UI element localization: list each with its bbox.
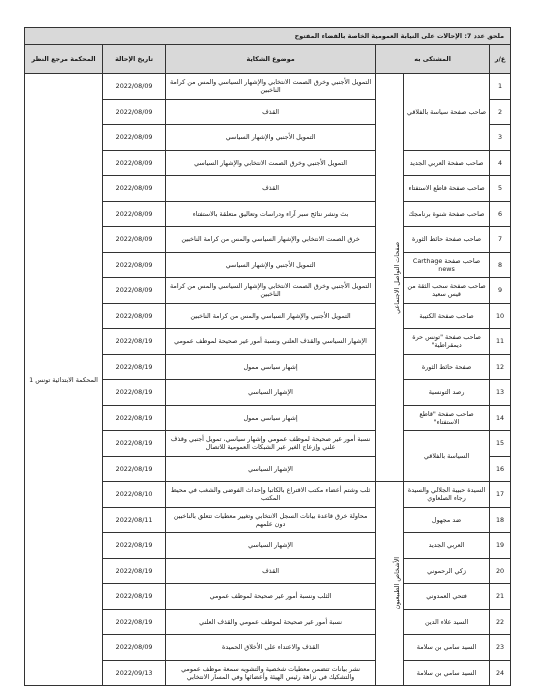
row-num: 18 bbox=[490, 507, 511, 533]
header-court: المحكمة مرجع النظر bbox=[25, 45, 103, 74]
row-date: 2022/08/09 bbox=[103, 150, 166, 176]
row-num: 22 bbox=[490, 609, 511, 635]
row-defendant: السياسة بالفلاقي bbox=[404, 431, 490, 482]
row-subject: الإشهار السياسي والقذف العلني ونسبة أمور غير صحيحة لموظف عمومي bbox=[166, 329, 376, 355]
row-date: 2022/08/09 bbox=[103, 74, 166, 100]
row-num: 14 bbox=[490, 405, 511, 431]
row-date: 2022/08/09 bbox=[103, 201, 166, 227]
row-defendant: السيدة حبيبة الجلالي والسيدة رجاء الصلعاوي bbox=[404, 482, 490, 508]
row-num: 1 bbox=[490, 74, 511, 100]
row-date: 2022/08/19 bbox=[103, 329, 166, 355]
row-num: 21 bbox=[490, 584, 511, 610]
row-defendant: صاحب صفحة "قاطع الاستفتاء" bbox=[404, 405, 490, 431]
row-num: 19 bbox=[490, 533, 511, 559]
row-subject: الإشهار السياسي bbox=[166, 380, 376, 406]
row-date: 2022/08/09 bbox=[103, 278, 166, 304]
table-row bbox=[25, 74, 511, 100]
row-subject: التمويل الأجنبي وخرق الصمت الانتخابي والإشهار السياسي والمس من كرامة الناخبين bbox=[166, 74, 376, 100]
row-subject: القذف bbox=[166, 99, 376, 125]
row-subject: التمويل الأجنبي وخرق الصمت الانتخابي والإشهار السياسي bbox=[166, 150, 376, 176]
row-date: 2022/08/19 bbox=[103, 584, 166, 610]
row-num: 13 bbox=[490, 380, 511, 406]
header-date: تاريخ الإحالة bbox=[103, 45, 166, 74]
header-num: ع/ر bbox=[490, 45, 511, 74]
row-date: 2022/08/19 bbox=[103, 431, 166, 457]
row-num: 10 bbox=[490, 303, 511, 329]
row-date: 2022/08/19 bbox=[103, 354, 166, 380]
row-subject: التمويل الأجنبي والإشهار السياسي bbox=[166, 125, 376, 151]
table-title: ملحق عدد 7: الإحالات على النيابة العمومية الخاصة بالفضاء المفتوح bbox=[25, 28, 511, 45]
row-subject: القذف bbox=[166, 176, 376, 202]
row-num: 16 bbox=[490, 456, 511, 482]
row-num: 4 bbox=[490, 150, 511, 176]
row-date: 2022/08/19 bbox=[103, 533, 166, 559]
row-num: 2 bbox=[490, 99, 511, 125]
row-subject: إشهار سياسي ممول bbox=[166, 354, 376, 380]
row-date: 2022/08/19 bbox=[103, 609, 166, 635]
row-subject: التمويل الأجنبي والإشهار السياسي bbox=[166, 252, 376, 278]
row-defendant: صاحب صفحة سحب الثقة من قيس سعيد bbox=[404, 278, 490, 304]
group-natural-persons bbox=[376, 482, 404, 686]
row-subject: خرق الصمت الانتخابي والإشهار السياسي والمس من كرامة الناخبين bbox=[166, 227, 376, 253]
row-num: 11 bbox=[490, 329, 511, 355]
row-defendant: رصد التونسية bbox=[404, 380, 490, 406]
header-defendant: المشتكى به bbox=[376, 45, 490, 74]
row-defendant: صاحب صفحة الكتيبة bbox=[404, 303, 490, 329]
row-defendant: صاحب صفحة قاطع الاستفتاء bbox=[404, 176, 490, 202]
row-subject: محاولة خرق قاعدة بيانات السجل الانتخابي وتغيير معطيات تتعلق بالناخبين دون علمهم bbox=[166, 507, 376, 533]
row-num: 20 bbox=[490, 558, 511, 584]
row-subject: القذف والاعتداء على الأخلاق الحميدة bbox=[166, 635, 376, 661]
row-date: 2022/09/13 bbox=[103, 660, 166, 686]
row-date: 2022/08/09 bbox=[103, 99, 166, 125]
court-cell: المحكمة الابتدائية تونس 1 bbox=[25, 74, 103, 686]
row-subject: الإشهار السياسي bbox=[166, 533, 376, 559]
row-subject: إشهار سياسي ممول bbox=[166, 405, 376, 431]
row-date: 2022/08/19 bbox=[103, 456, 166, 482]
row-defendant: فتحي العمدوني bbox=[404, 584, 490, 610]
row-num: 12 bbox=[490, 354, 511, 380]
row-num: 24 bbox=[490, 660, 511, 686]
row-defendant: السيد علاء الدين bbox=[404, 609, 490, 635]
row-num: 8 bbox=[490, 252, 511, 278]
row-defendant: ضد مجهول bbox=[404, 507, 490, 533]
row-subject: نشر بيانات تتضمن معطيات شخصية والتشويه سمعة موظف عمومي والتشكيك في نزاهة رئيس الهيئة وأعضائها وفي المسار الانتخابي bbox=[166, 660, 376, 686]
row-date: 2022/08/09 bbox=[103, 303, 166, 329]
row-num: 9 bbox=[490, 278, 511, 304]
row-defendant: صاحب صفحة العربي الجديد bbox=[404, 150, 490, 176]
row-date: 2022/08/09 bbox=[103, 176, 166, 202]
group-social-pages bbox=[376, 74, 404, 482]
row-subject: نسبة أمور غير صحيحة لموظف عمومي وإشهار سياسي، تمويل أجنبي وقذف علني وإزعاج الغير عبر الشبكات العمومية للاتصال bbox=[166, 431, 376, 457]
row-num: 7 bbox=[490, 227, 511, 253]
row-subject: ثلب وشتم أعضاء مكتب الاقتراع بالكاتبا وإحداث الفوضى والشغب في محيط المكتب bbox=[166, 482, 376, 508]
row-date: 2022/08/10 bbox=[103, 482, 166, 508]
row-date: 2022/08/19 bbox=[103, 405, 166, 431]
row-num: 5 bbox=[490, 176, 511, 202]
row-date: 2022/08/19 bbox=[103, 558, 166, 584]
row-num: 23 bbox=[490, 635, 511, 661]
group-label: صفحات التواصل الاجتماعي bbox=[393, 241, 402, 314]
row-subject: القذف bbox=[166, 558, 376, 584]
row-date: 2022/08/09 bbox=[103, 227, 166, 253]
row-subject: التمويل الأجنبي والإشهار السياسي والمس من كرامة الناخبين bbox=[166, 303, 376, 329]
row-date: 2022/08/19 bbox=[103, 380, 166, 406]
row-date: 2022/08/09 bbox=[103, 252, 166, 278]
row-defendant: صاحب صفحة "تونس حرة ديمقراطية" bbox=[404, 329, 490, 355]
row-defendant: صفحة حائط الثورة bbox=[404, 354, 490, 380]
row-defendant: العربي الجديد bbox=[404, 533, 490, 559]
header-subject: موضوع الشكاية bbox=[166, 45, 376, 74]
row-defendant: زكي الرحموني bbox=[404, 558, 490, 584]
row-subject: الثلب ونسبة أمور غير صحيحة لموظف عمومي bbox=[166, 584, 376, 610]
group-label: الأشخاص الطبيعيون bbox=[393, 557, 402, 610]
row-num: 6 bbox=[490, 201, 511, 227]
row-defendant: صاحب صفحة سياسة بالفلاقي bbox=[404, 74, 490, 151]
row-date: 2022/08/09 bbox=[103, 125, 166, 151]
table-header-row bbox=[25, 45, 511, 74]
row-defendant: صاحب صفحة حائط الثورة bbox=[404, 227, 490, 253]
row-date: 2022/08/11 bbox=[103, 507, 166, 533]
referrals-table bbox=[24, 27, 511, 686]
row-defendant: صاحب صفحة شنوة برنامجك bbox=[404, 201, 490, 227]
row-defendant: السيد سامي بن سلامة bbox=[404, 635, 490, 661]
row-subject: الإشهار السياسي bbox=[166, 456, 376, 482]
row-defendant: السيد سامي بن سلامة bbox=[404, 660, 490, 686]
row-subject: بث ونشر نتائج سبر آراء ودراسات وتعاليق متعلقة بالاستفتاء bbox=[166, 201, 376, 227]
row-date: 2022/08/09 bbox=[103, 635, 166, 661]
row-subject: نسبة أمور غير صحيحة لموظف عمومي والقذف العلني bbox=[166, 609, 376, 635]
row-subject: التمويل الأجنبي وخرق الصمت الانتخابي والإشهار السياسي والمس من كرامة الناخبين bbox=[166, 278, 376, 304]
row-num: 15 bbox=[490, 431, 511, 457]
row-num: 3 bbox=[490, 125, 511, 151]
row-defendant: صاحب صفحة Carthage news bbox=[404, 252, 490, 278]
row-num: 17 bbox=[490, 482, 511, 508]
